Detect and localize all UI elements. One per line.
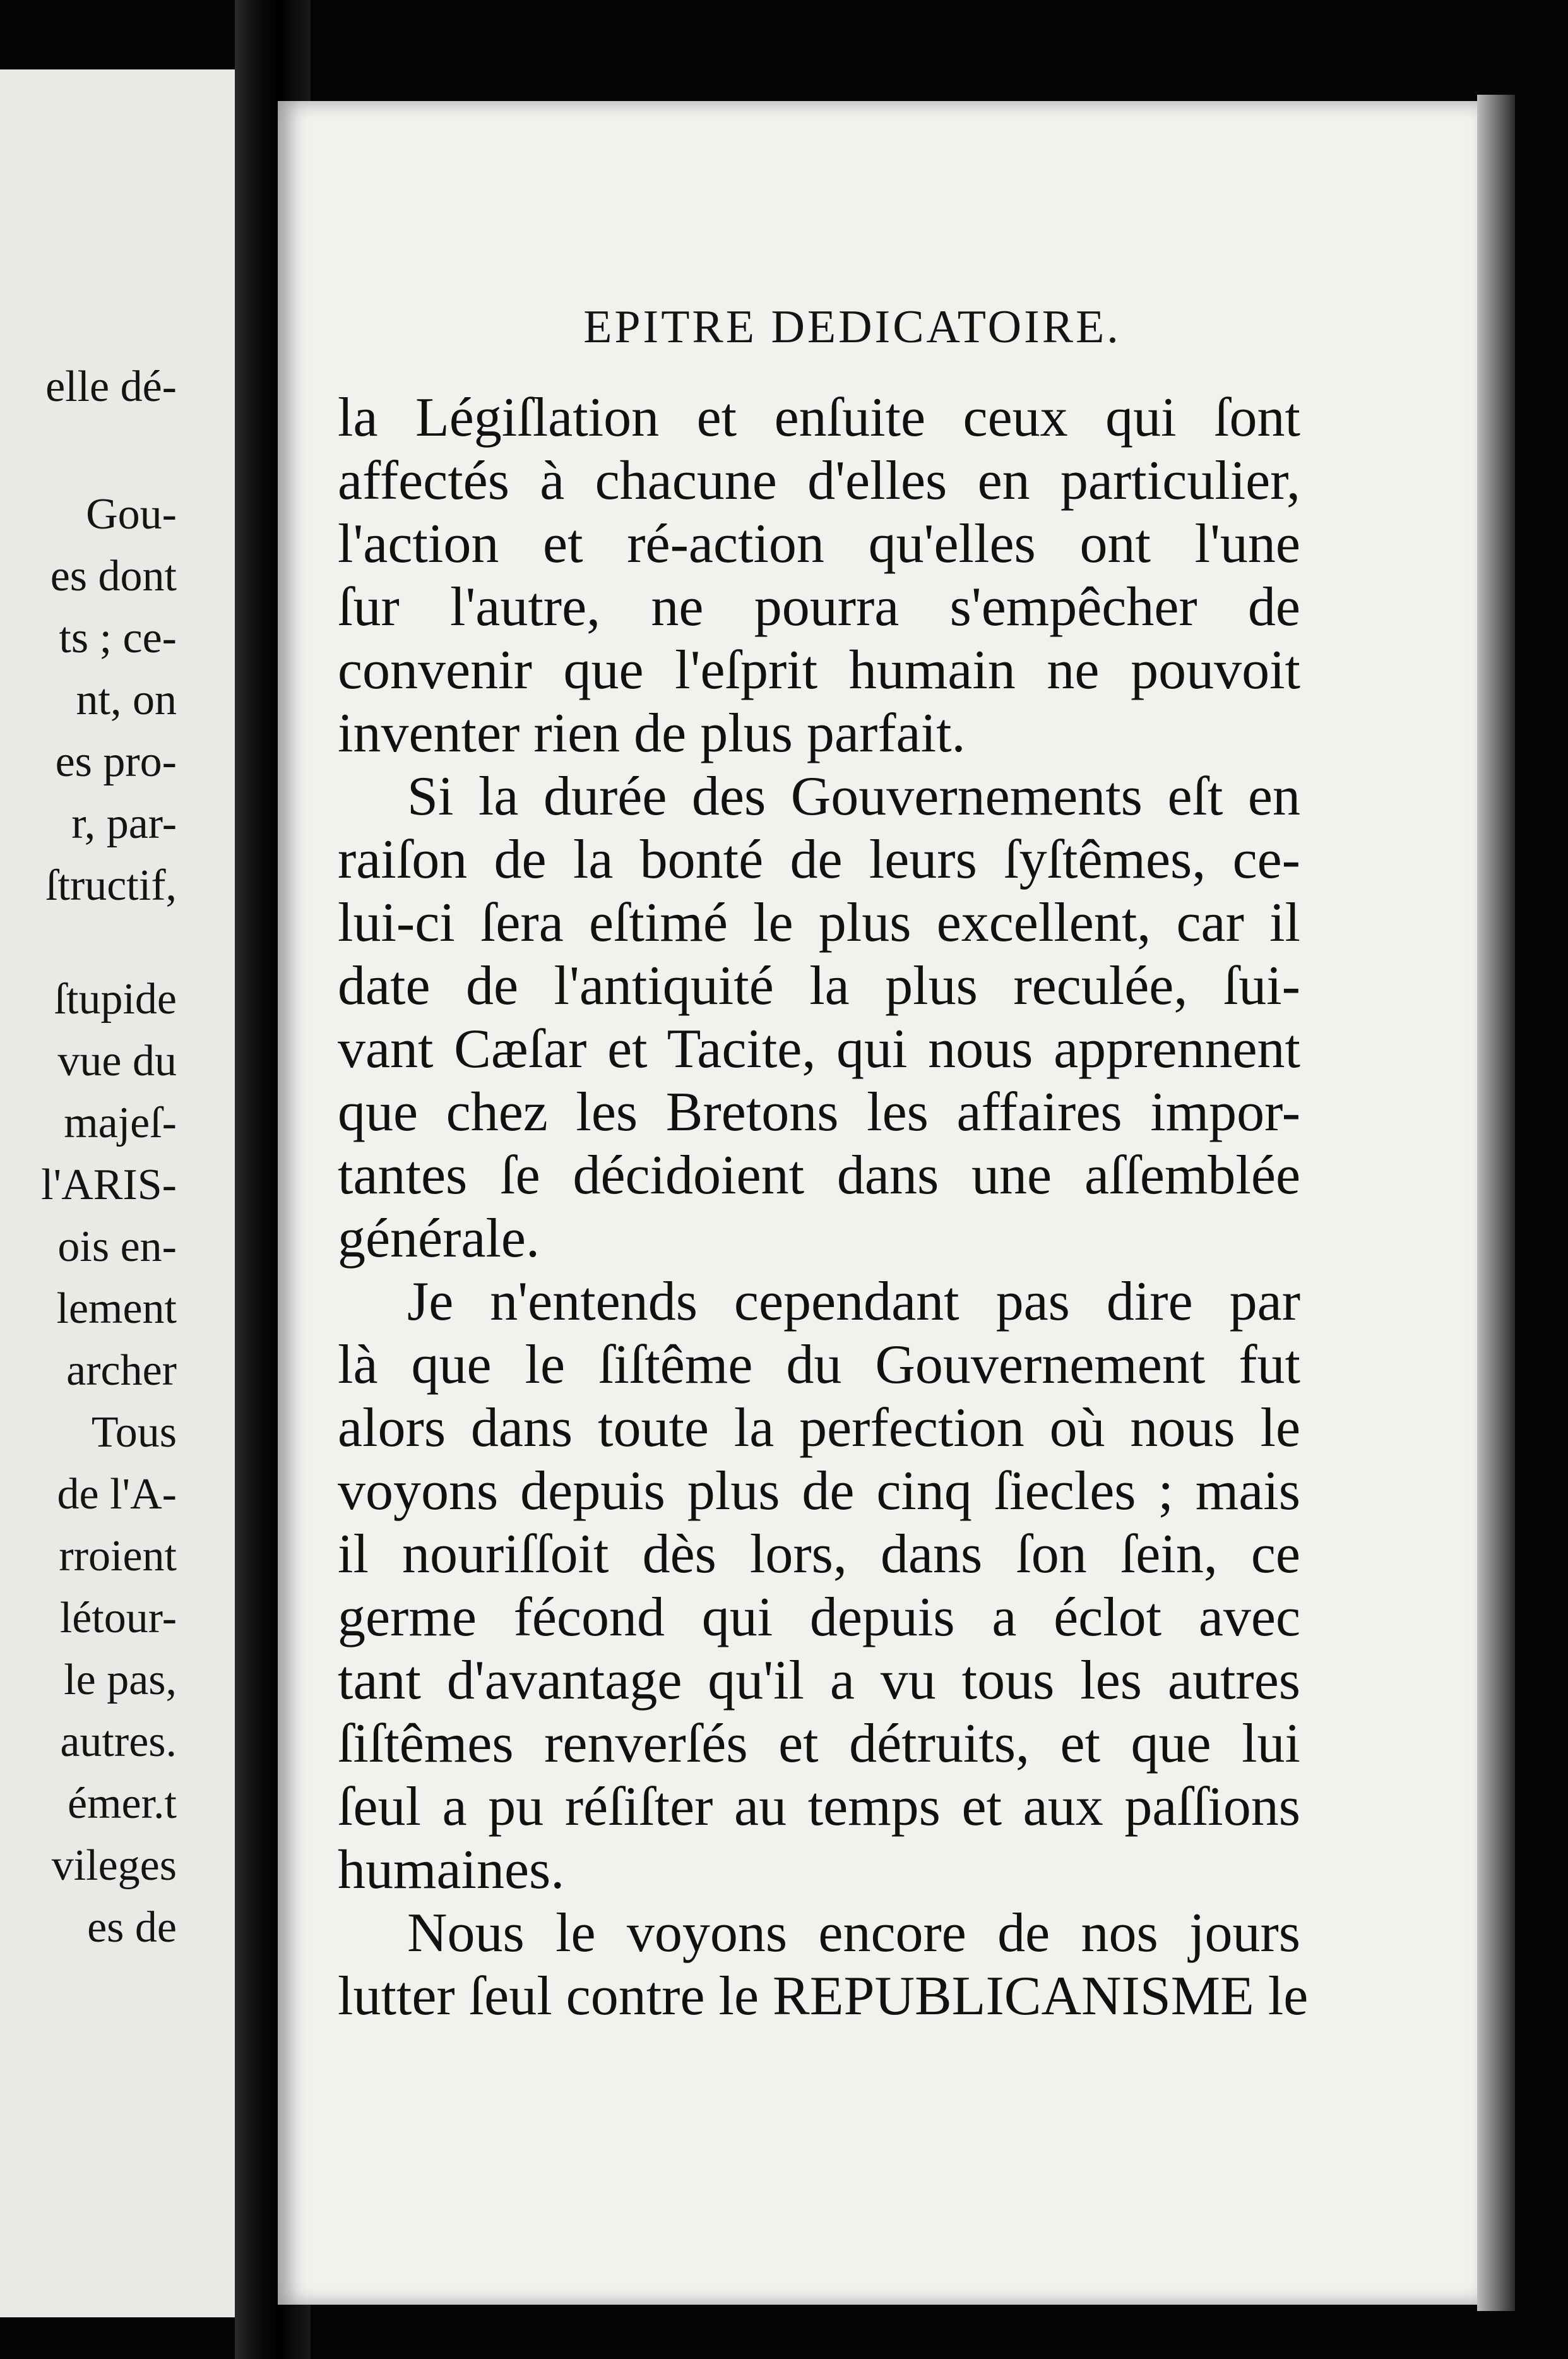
left-line: Tous — [91, 1408, 177, 1457]
text-line: inventer rien de plus parfait. — [338, 703, 966, 764]
left-line: vue du — [57, 1037, 177, 1085]
text-line: lui-ci ſera eſtimé le plus excellent, car il — [338, 892, 1300, 953]
left-line: ſtupide — [54, 975, 177, 1024]
text-line: générale. — [338, 1208, 540, 1269]
left-line: r, par- — [71, 799, 177, 848]
left-line: de l'A- — [57, 1470, 177, 1519]
left-line: es pro- — [55, 738, 177, 786]
text-line: germe fécond qui depuis a éclot avec — [338, 1587, 1300, 1648]
running-head: EPITRE DEDICATOIRE. — [583, 301, 1121, 353]
left-line: rroient — [59, 1532, 177, 1580]
left-line: ois en- — [57, 1222, 177, 1271]
text-line: humaines. — [338, 1839, 565, 1901]
left-line: vileges — [51, 1841, 177, 1890]
left-line: l'ARIS- — [41, 1161, 177, 1209]
text-line: Nous le voyons encore de nos jours — [407, 1902, 1300, 1964]
left-line: nt, on — [76, 676, 177, 724]
text-line: Je n'entends cependant pas dire par — [407, 1271, 1300, 1332]
text-line: vant Cæſar et Tacite, qui nous apprennent — [338, 1018, 1300, 1080]
left-line: es de — [87, 1903, 177, 1952]
left-line: Gou- — [86, 490, 177, 539]
text-line: lutter ſeul contre le REPUBLICANISME le — [338, 1966, 1309, 2027]
left-line: archer — [66, 1346, 177, 1395]
text-line: ſiſtêmes renverſés et détruits, et que lui — [338, 1713, 1300, 1774]
text-line: affectés à chacune d'elles en particulier, — [338, 450, 1300, 511]
text-line: ſur l'autre, ne pourra s'empêcher de — [338, 576, 1300, 638]
text-line: la Légiſlation et enſuite ceux qui ſont — [338, 387, 1300, 448]
left-line: lement — [56, 1284, 177, 1333]
text-line: il nouriſſoit dès lors, dans ſon ſein, ce — [338, 1524, 1300, 1585]
left-line: ts ; ce- — [59, 614, 177, 662]
left-line: ſtructif, — [45, 861, 177, 910]
page-edge — [1477, 95, 1515, 2311]
text-line: ſeul a pu réſiſter au temps et aux paſſions — [338, 1776, 1300, 1837]
left-page — [0, 69, 235, 2317]
text-line: voyons depuis plus de cinq ſiecles ; mais — [338, 1460, 1300, 1522]
left-line: majeſ- — [64, 1099, 177, 1147]
left-line: autres. — [60, 1717, 177, 1766]
text-line: tant d'avantage qu'il a vu tous les autres — [338, 1650, 1300, 1711]
text-line: alors dans toute la perfection où nous le — [338, 1397, 1300, 1459]
text-line: tantes ſe décidoient dans une aſſemblée — [338, 1145, 1300, 1206]
left-line: elle dé- — [45, 362, 177, 411]
left-line: le pas, — [64, 1656, 177, 1704]
text-line: que chez les Bretons les affaires impor- — [338, 1082, 1300, 1143]
text-line: date de l'antiquité la plus reculée, ſui- — [338, 955, 1300, 1017]
text-line: Si la durée des Gouvernements eſt en — [407, 766, 1300, 827]
text-line: raiſon de la bonté de leurs ſyſtêmes, ce- — [338, 829, 1300, 890]
text-line: l'action et ré-action qu'elles ont l'une — [338, 513, 1300, 575]
left-line: es dont — [50, 552, 177, 600]
text-line: là que le ſiſtême du Gouvernement fut — [338, 1334, 1300, 1395]
left-line: émer.t — [68, 1779, 177, 1828]
text-line: convenir que l'eſprit humain ne pouvoit — [338, 640, 1300, 701]
left-line: létour- — [59, 1594, 177, 1642]
